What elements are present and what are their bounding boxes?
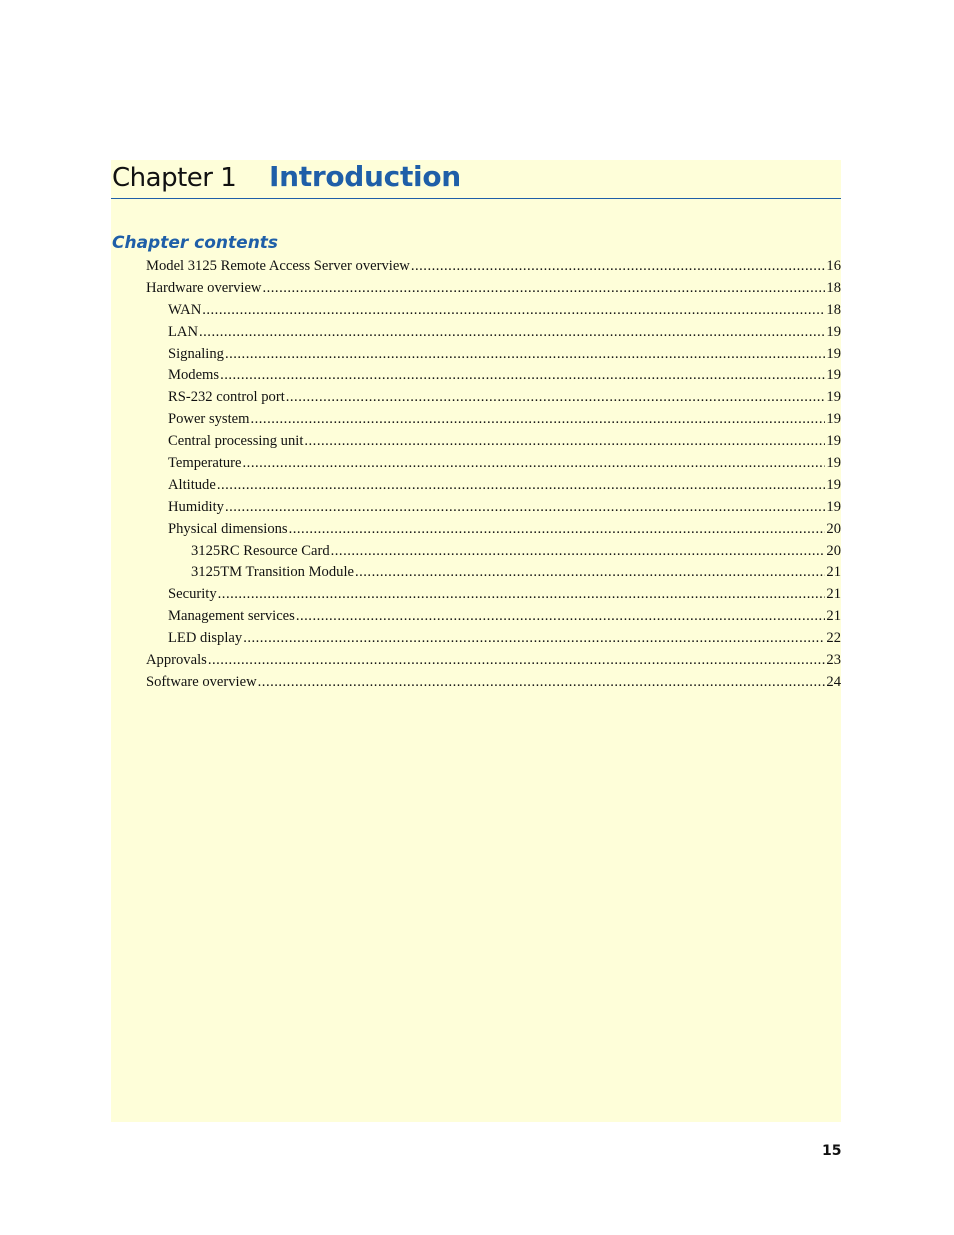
toc-entry-page: 19 — [826, 455, 841, 472]
toc-entry-title: LED display — [168, 630, 243, 647]
toc-dot-leader — [411, 258, 826, 275]
toc-entry[interactable] — [146, 389, 841, 411]
toc-entry-title: Power system — [168, 411, 250, 428]
toc-entry[interactable] — [146, 564, 841, 586]
toc-entry-page: 24 — [826, 673, 841, 690]
toc-entry[interactable] — [146, 608, 841, 630]
toc-dot-leader — [217, 477, 826, 494]
toc-entry[interactable] — [146, 324, 841, 346]
chapter-header — [111, 160, 841, 199]
toc-dot-leader — [220, 367, 825, 384]
toc-entry[interactable] — [146, 455, 841, 477]
page-number: 15 — [822, 1143, 842, 1159]
toc-dot-leader — [355, 564, 825, 581]
toc-dot-leader — [202, 302, 825, 319]
toc-entry[interactable] — [146, 674, 841, 696]
toc-entry-page: 21 — [826, 586, 841, 603]
toc-dot-leader — [286, 389, 826, 406]
toc-entry-page: 19 — [826, 323, 841, 340]
toc-entry-page: 20 — [826, 520, 841, 537]
toc-dot-leader — [304, 433, 825, 450]
toc-dot-leader — [258, 674, 826, 691]
toc-entry[interactable] — [146, 433, 841, 455]
toc-entry-page: 19 — [826, 367, 841, 384]
toc-entry-page: 20 — [826, 542, 841, 559]
toc-entry-title: 3125TM Transition Module — [191, 564, 354, 581]
toc-entry[interactable] — [146, 586, 841, 608]
toc-entry-title: 3125RC Resource Card — [191, 542, 330, 559]
toc-entry[interactable] — [146, 258, 841, 280]
toc-entry-page: 23 — [826, 652, 841, 669]
toc-entry-page: 18 — [826, 279, 841, 296]
contents-heading: Chapter contents — [112, 233, 279, 253]
toc-entry-page: 18 — [826, 301, 841, 318]
toc-entry-page: 19 — [826, 476, 841, 493]
toc-entry[interactable] — [146, 477, 841, 499]
toc-entry[interactable] — [146, 499, 841, 521]
chapter-title: Introduction — [269, 160, 461, 193]
toc-entry[interactable] — [146, 367, 841, 389]
toc-entry-title: Security — [168, 586, 217, 603]
toc-entry-page: 22 — [826, 630, 841, 647]
toc-dot-leader — [218, 586, 826, 603]
toc-entry-title: Signaling — [168, 345, 224, 362]
toc-entry-page: 19 — [826, 389, 841, 406]
toc-dot-leader — [243, 630, 825, 647]
toc-entry[interactable] — [146, 280, 841, 302]
toc-entry-title: Physical dimensions — [168, 520, 288, 537]
toc-entry-title: Altitude — [168, 476, 216, 493]
toc-entry-title: Central processing unit — [168, 433, 304, 450]
toc-entry-title: WAN — [168, 301, 202, 318]
toc-entry-title: Humidity — [168, 498, 224, 515]
table-of-contents — [146, 258, 841, 696]
toc-dot-leader — [262, 280, 825, 297]
toc-entry-page: 21 — [826, 608, 841, 625]
toc-dot-leader — [225, 499, 825, 516]
toc-dot-leader — [250, 411, 825, 428]
toc-entry-title: Modems — [168, 367, 220, 384]
toc-dot-leader — [208, 652, 826, 669]
toc-entry[interactable] — [146, 411, 841, 433]
toc-entry[interactable] — [146, 652, 841, 674]
toc-entry-page: 21 — [826, 564, 841, 581]
toc-entry-title: Model 3125 Remote Access Server overview — [146, 258, 410, 274]
toc-entry-title: Management services — [168, 608, 295, 625]
toc-entry[interactable] — [146, 302, 841, 324]
toc-dot-leader — [289, 521, 826, 538]
toc-entry-title: Approvals — [146, 652, 207, 669]
toc-dot-leader — [225, 346, 825, 363]
toc-entry-title: Temperature — [168, 455, 242, 472]
toc-entry-title: LAN — [168, 323, 198, 340]
toc-entry[interactable] — [146, 543, 841, 565]
toc-entry[interactable] — [146, 521, 841, 543]
toc-entry-title: Software overview — [146, 673, 257, 690]
toc-entry-page: 16 — [826, 258, 841, 274]
toc-entry[interactable] — [146, 630, 841, 652]
toc-dot-leader — [243, 455, 826, 472]
toc-dot-leader — [331, 543, 826, 560]
toc-dot-leader — [199, 324, 825, 341]
toc-entry-title: RS-232 control port — [168, 389, 285, 406]
toc-entry-page: 19 — [826, 498, 841, 515]
toc-entry-page: 19 — [826, 433, 841, 450]
toc-entry-title: Hardware overview — [146, 279, 262, 296]
toc-dot-leader — [296, 608, 826, 625]
toc-entry-page: 19 — [826, 411, 841, 428]
toc-entry[interactable] — [146, 346, 841, 368]
chapter-label: Chapter 1 — [112, 163, 237, 193]
toc-entry-page: 19 — [826, 345, 841, 362]
